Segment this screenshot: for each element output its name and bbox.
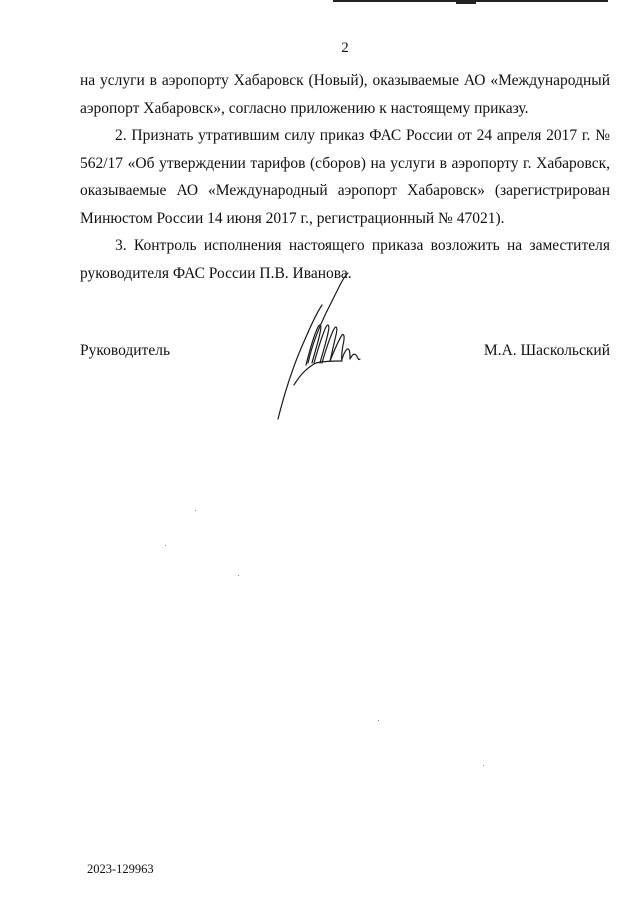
page-number: 2: [341, 40, 349, 56]
scan-speck: [165, 545, 166, 546]
document-body: [80, 67, 610, 287]
signatory-position: Руководитель: [80, 342, 171, 359]
scan-speck: [483, 765, 484, 766]
top-edge-mark: [456, 0, 476, 4]
document-id: 2023-129963: [87, 862, 154, 876]
paragraph-continuation: на услуги в аэропорту Хабаровск (Новый), оказываемые АО «Международный аэропорт Хабаровск», согласно приложению к настоящему приказу.: [80, 72, 610, 117]
scan-speck: [378, 720, 379, 721]
paragraph-item-3: 3. Контроль исполнения настоящего приказа возложить на заместителя руководителя ФАС России П.В. Иванова.: [80, 237, 610, 282]
handwritten-signature: [270, 265, 380, 430]
paragraph-item-2: 2. Признать утратившим силу приказ ФАС России от 24 апреля 2017 г. № 562/17 «Об утверждении тарифов (сборов) на услуги в аэропорту г. Хабаровск, оказываемые АО «Международный аэропорт Хабаровск» (зарегистрирован Минюстом России 14 июня 2017 г., регистрационный № 47021).: [80, 127, 610, 227]
scan-speck: [195, 510, 196, 511]
scan-speck: [238, 575, 239, 576]
signatory-name: М.А. Шаскольский: [483, 342, 610, 359]
